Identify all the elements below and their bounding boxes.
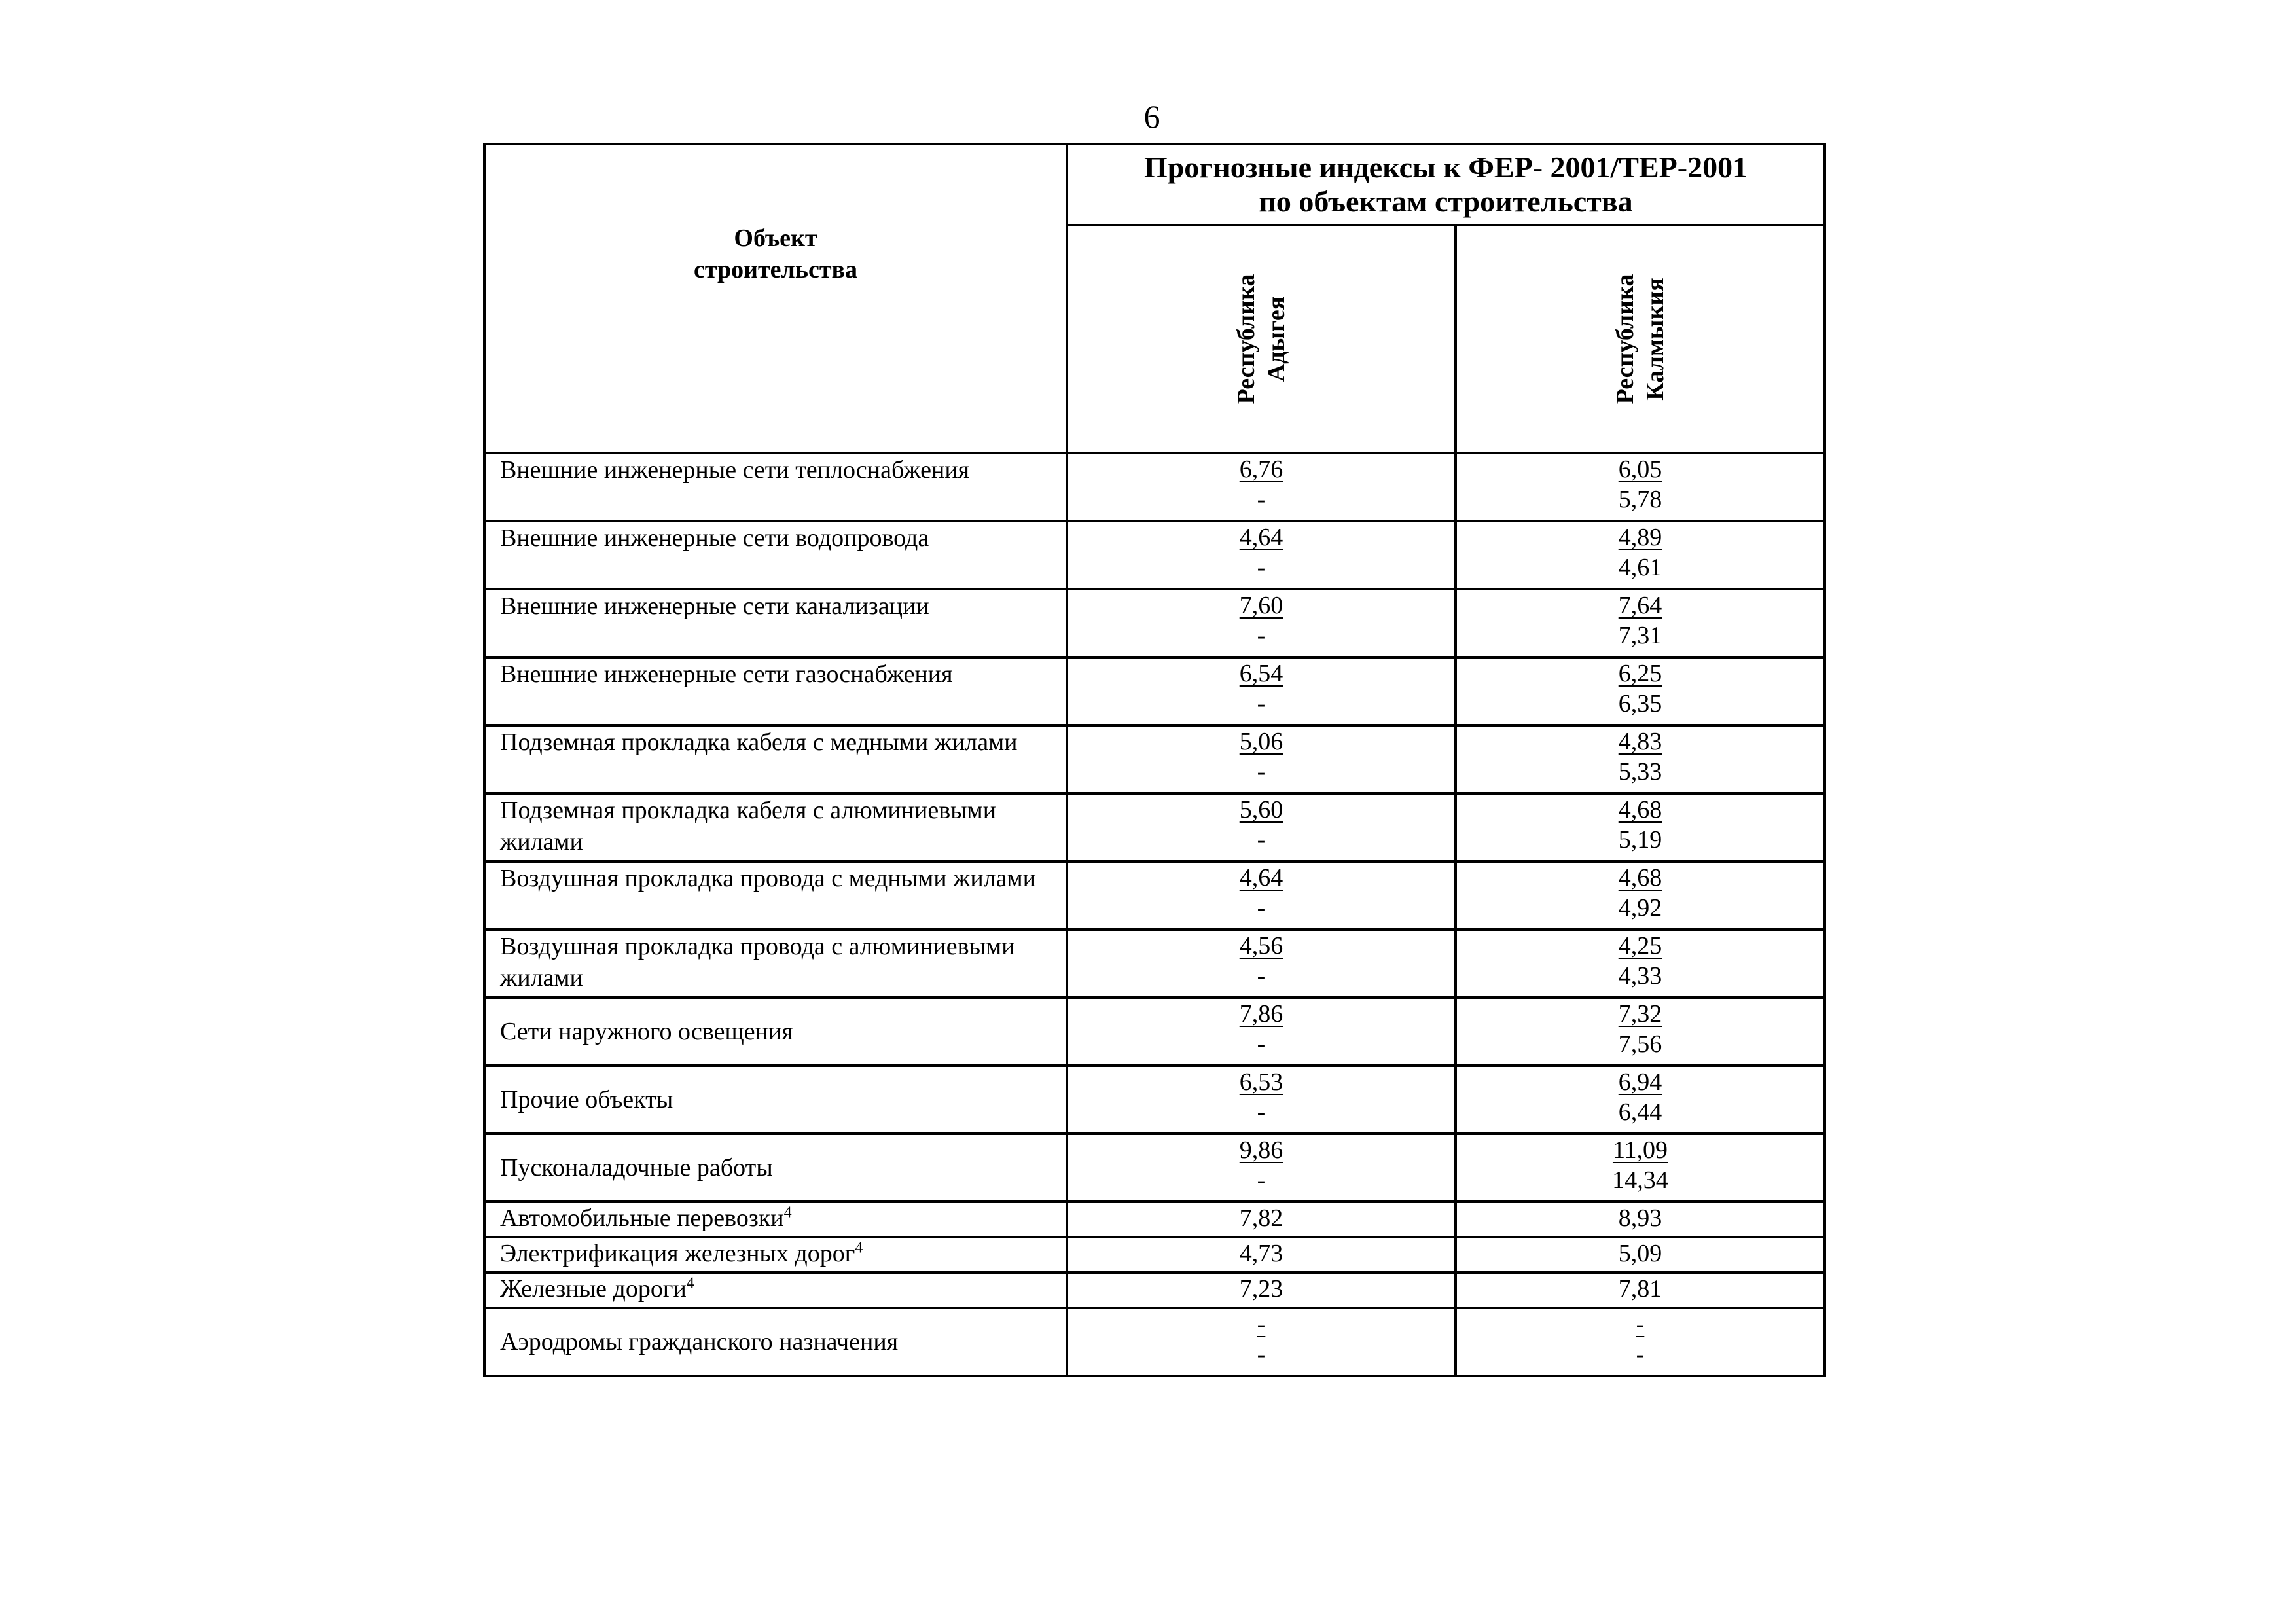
object-name: Пусконаладочные работы [484,1134,1067,1202]
table-row [484,1202,1825,1237]
adygea-value [1067,521,1456,589]
adygea-value: 7,82 [1067,1202,1456,1237]
object-name: Электрификация железных дорог$^4$ [484,1237,1067,1272]
adygea-bottom-value: - [1257,690,1266,717]
adygea-value [1067,998,1456,1066]
adygea-bottom-value: - [1257,758,1266,785]
adygea-top-value: - [1257,1310,1266,1338]
object-name: Внешние инженерные сети газоснабжения [484,657,1067,725]
adygea-value [1067,793,1456,861]
kalmykia-top-value: - [1636,1310,1645,1338]
footnote-mark: 4 [855,1239,863,1257]
table-row [484,1134,1825,1202]
kalmykia-top-value: 6,25 [1618,660,1662,687]
adygea-bottom-value: - [1257,1030,1266,1058]
adygea-value [1067,1308,1456,1376]
header-adygea-line2: Адыгея [1263,296,1290,382]
adygea-value [1067,929,1456,998]
adygea-value [1067,453,1456,521]
kalmykia-bottom-value: 5,33 [1618,758,1662,785]
kalmykia-value [1456,861,1825,929]
table-row [484,453,1825,521]
adygea-value [1067,1066,1456,1134]
object-name: Воздушная прокладка провода с алюминиевыми жилами [484,929,1067,998]
adygea-top-value: 6,76 [1239,456,1283,483]
header-object-line1: Объект [734,225,817,252]
adygea-bottom-value: - [1257,486,1266,513]
kalmykia-bottom-value: - [1636,1341,1645,1368]
table-row [484,929,1825,998]
header-row-1 [484,144,1825,225]
table-row [484,998,1825,1066]
adygea-top-value: 9,86 [1239,1136,1283,1164]
header-forecast-indices [1067,144,1825,225]
adygea-top-value: 4,64 [1239,864,1283,892]
table-row [484,521,1825,589]
adygea-top-value: 7,86 [1239,1000,1283,1028]
kalmykia-value [1456,1134,1825,1202]
kalmykia-top-value: 11,09 [1612,1136,1668,1164]
header-group-line2: по объектам строительства [1259,185,1633,218]
adygea-top-value: 7,60 [1239,592,1283,619]
kalmykia-value: 5,09 [1456,1237,1825,1272]
kalmykia-value [1456,453,1825,521]
header-kalmykia-line1: Республика [1611,274,1639,405]
table-row [484,1308,1825,1376]
kalmykia-bottom-value: 6,44 [1618,1098,1662,1126]
object-name: Железные дороги$^4$ [484,1272,1067,1308]
adygea-bottom-value: - [1257,962,1266,990]
kalmykia-top-value: 4,68 [1618,864,1662,892]
adygea-top-value: 4,64 [1239,524,1283,551]
table-row [484,1237,1825,1272]
kalmykia-top-value: 7,64 [1618,592,1662,619]
footnote-mark: 4 [686,1274,694,1292]
object-name: Воздушная прокладка провода с медными жилами [484,861,1067,929]
kalmykia-top-value: 4,83 [1618,728,1662,755]
kalmykia-top-value: 4,68 [1618,796,1662,823]
kalmykia-value [1456,725,1825,793]
kalmykia-top-value: 4,25 [1618,932,1662,960]
adygea-value [1067,657,1456,725]
kalmykia-bottom-value: 4,33 [1618,962,1662,990]
table-row [484,589,1825,657]
adygea-top-value: 5,60 [1239,796,1283,823]
object-name: Внешние инженерные сети теплоснабжения [484,453,1067,521]
page-number: 6 [1143,98,1160,135]
adygea-bottom-value: - [1257,622,1266,649]
object-name: Прочие объекты [484,1066,1067,1134]
adygea-top-value: 6,53 [1239,1068,1283,1096]
table-row [484,1272,1825,1308]
kalmykia-value: 7,81 [1456,1272,1825,1308]
header-adygea-line1: Республика [1232,274,1260,405]
kalmykia-value: 8,93 [1456,1202,1825,1237]
forecast-indices-table [483,143,1826,1377]
object-name: Автомобильные перевозки$^4$ [484,1202,1067,1237]
kalmykia-value [1456,657,1825,725]
object-name: Подземная прокладка кабеля с медными жилами [484,725,1067,793]
kalmykia-top-value: 6,05 [1618,456,1662,483]
kalmykia-value [1456,793,1825,861]
adygea-bottom-value: - [1257,1341,1266,1368]
kalmykia-value [1456,1308,1825,1376]
object-name: Аэродромы гражданского назначения [484,1308,1067,1376]
kalmykia-top-value: 7,32 [1618,1000,1662,1028]
adygea-value: 7,23 [1067,1272,1456,1308]
kalmykia-bottom-value: 6,35 [1618,690,1662,717]
adygea-bottom-value: - [1257,1098,1266,1126]
header-group-line1: Прогнозные индексы к ФЕР- 2001/ТЕР-2001 [1143,151,1748,184]
object-name: Внешние инженерные сети канализации [484,589,1067,657]
adygea-bottom-value: - [1257,894,1266,922]
table-row [484,793,1825,861]
adygea-value [1067,861,1456,929]
kalmykia-bottom-value: 4,61 [1618,554,1662,581]
object-name: Подземная прокладка кабеля с алюминиевыми жилами [484,793,1067,861]
kalmykia-bottom-value: 7,56 [1618,1030,1662,1058]
adygea-bottom-value: - [1257,1166,1266,1194]
adygea-bottom-value: - [1257,826,1266,854]
kalmykia-value [1456,521,1825,589]
adygea-bottom-value: - [1257,554,1266,581]
object-name: Сети наружного освещения [484,998,1067,1066]
header-object-line2: строительства [693,256,858,283]
table-row [484,861,1825,929]
kalmykia-bottom-value: 4,92 [1618,894,1662,922]
kalmykia-value [1456,589,1825,657]
object-name: Внешние инженерные сети водопровода [484,521,1067,589]
adygea-top-value: 6,54 [1239,660,1283,687]
kalmykia-top-value: 6,94 [1618,1068,1662,1096]
table-row [484,1066,1825,1134]
table-row [484,657,1825,725]
kalmykia-bottom-value: 5,19 [1618,826,1662,854]
header-region-kalmykia [1456,225,1825,453]
adygea-top-value: 4,56 [1239,932,1283,960]
adygea-value [1067,589,1456,657]
table-row [484,725,1825,793]
adygea-value [1067,725,1456,793]
header-region-adygea [1067,225,1456,453]
header-kalmykia-line2: Калмыкия [1641,278,1669,401]
kalmykia-bottom-value: 14,34 [1612,1166,1668,1194]
kalmykia-value [1456,929,1825,998]
adygea-top-value: 5,06 [1239,728,1283,755]
adygea-value: 4,73 [1067,1237,1456,1272]
adygea-value [1067,1134,1456,1202]
kalmykia-bottom-value: 5,78 [1618,486,1662,513]
kalmykia-top-value: 4,89 [1618,524,1662,551]
kalmykia-value [1456,1066,1825,1134]
footnote-mark: 4 [783,1204,792,1221]
kalmykia-bottom-value: 7,31 [1618,622,1662,649]
header-construction-object [484,144,1067,453]
kalmykia-value [1456,998,1825,1066]
